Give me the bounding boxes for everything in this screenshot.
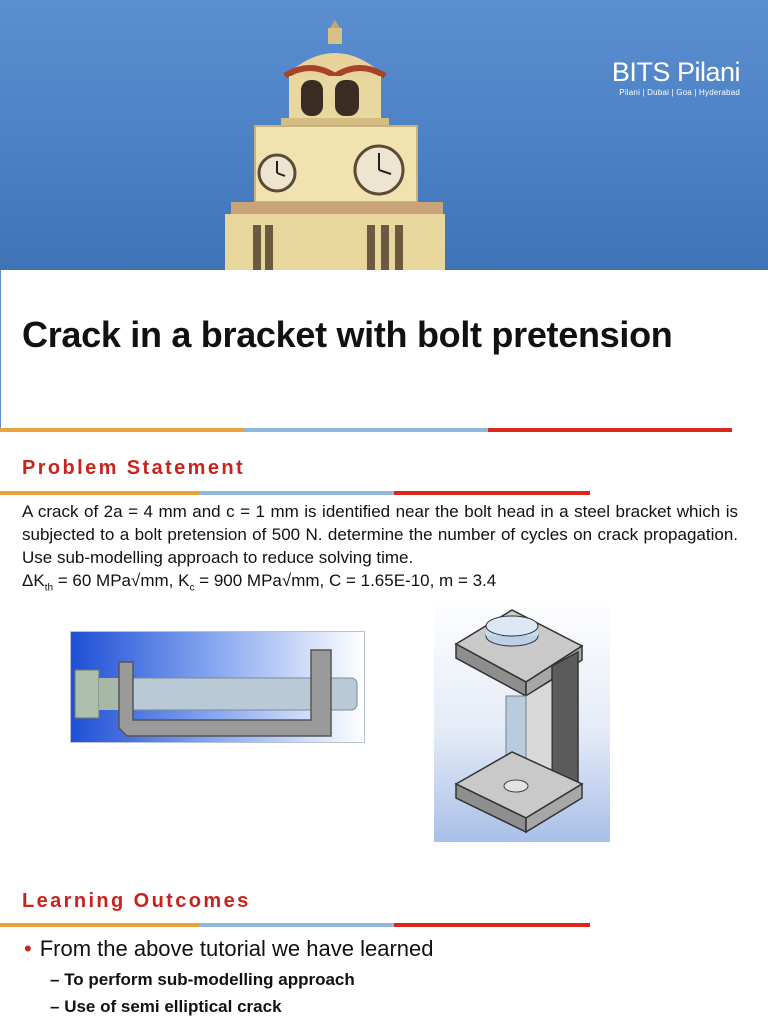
- problem-heading: Problem Statement: [22, 457, 246, 479]
- learning-item: – Use of semi elliptical crack: [50, 997, 282, 1016]
- learning-heading: Learning Outcomes: [22, 890, 251, 912]
- bullet-dot-icon: •: [24, 936, 32, 961]
- learning-divider-orange: [0, 923, 200, 927]
- brand-campuses: Pilani | Dubai | Goa | Hyderabad: [619, 88, 740, 97]
- problem-text: [22, 500, 738, 599]
- bracket-3d-drawing: [434, 596, 610, 842]
- bracket-2d-figure: [70, 631, 365, 743]
- header-banner: [0, 0, 768, 270]
- clock-tower-image: [225, 20, 445, 270]
- learning-item: – To perform sub-modelling approach: [50, 970, 355, 989]
- bracket-3d-figure: [434, 596, 610, 842]
- problem-parameters: $\Delta K_{th} = 60$ MPa√mm, $K_c = 900$ MPa√mm, C = 1.65E-10, m = 3.4: [22, 571, 497, 594]
- title-divider-orange: [0, 428, 244, 432]
- brand-block: [612, 58, 740, 98]
- slide-title: Crack in a bracket with bolt pretension: [22, 314, 673, 355]
- title-box: [0, 270, 768, 428]
- brand-logo: BITS Pilani: [611, 57, 740, 87]
- bracket-2d-drawing: [71, 632, 364, 742]
- learning-divider-red: [394, 923, 590, 927]
- title-divider-blue: [244, 428, 488, 432]
- problem-divider-blue: [200, 491, 394, 495]
- problem-paragraph: A crack of 2a = 4 mm and c = 1 mm is identified near the bolt head in a steel bracket which is subjected to a bolt pretension of 500 N. determine the number of cycles on crack propagation. Use sub-modelling approach to reduce solving time.: [22, 502, 738, 567]
- problem-divider-orange: [0, 491, 200, 495]
- learning-divider-blue: [200, 923, 394, 927]
- title-divider-red: [488, 428, 732, 432]
- learning-bullet: • From the above tutorial we have learned: [24, 936, 434, 961]
- problem-divider-red: [394, 491, 590, 495]
